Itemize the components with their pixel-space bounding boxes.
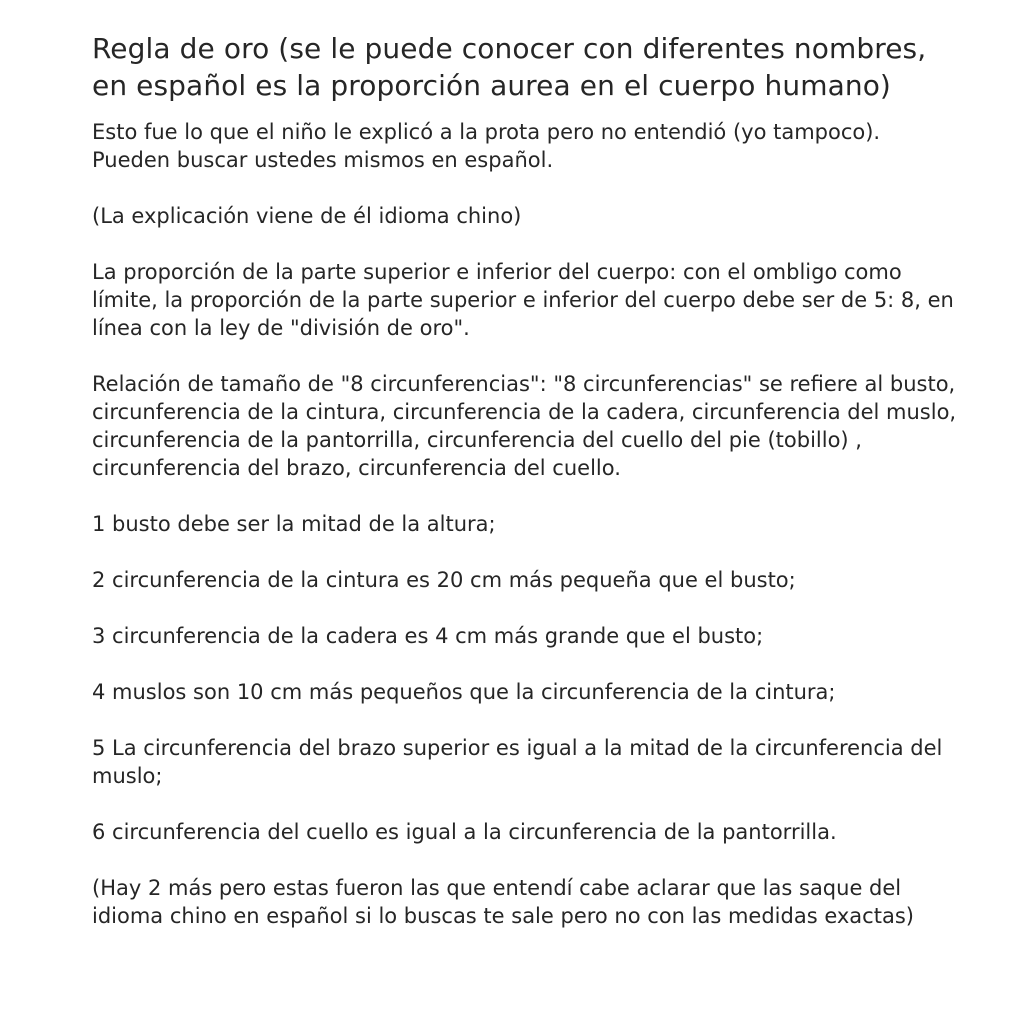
list-item-rule-5: 5 La circunferencia del brazo superior es igual a la mitad de la circunferencia del muslo;	[92, 736, 943, 788]
list-item-rule-2: 2 circunferencia de la cintura es 20 cm más pequeña que el busto;	[92, 568, 796, 592]
list-item-rule-1: 1 busto debe ser la mitad de la altura;	[92, 512, 496, 536]
document-title: Regla de oro (se le puede conocer con diferentes nombres, en español es la proporción aurea en el cuerpo humano)	[92, 32, 927, 102]
document-body	[92, 118, 964, 930]
paragraph-body-proportion: La proporción de la parte superior e inferior del cuerpo: con el ombligo como límite, la proporción de la parte superior e inferior del cuerpo debe ser de 5: 8, en línea con la ley de "división de oro".	[92, 260, 954, 340]
list-item-rule-6: 6 circunferencia del cuello es igual a la circunferencia de la pantorrilla.	[92, 820, 837, 844]
paragraph-source-note: (La explicación viene de él idioma chino)	[92, 204, 522, 228]
paragraph-closing-note: (Hay 2 más pero estas fueron las que entendí cabe aclarar que las saque del idioma chino en español si lo buscas te sale pero no con las medidas exactas)	[92, 876, 914, 928]
list-item-rule-3: 3 circunferencia de la cadera es 4 cm más grande que el busto;	[92, 624, 764, 648]
list-item-rule-4: 4 muslos son 10 cm más pequeños que la circunferencia de la cintura;	[92, 680, 836, 704]
paragraph-intro: Esto fue lo que el niño le explicó a la prota pero no entendió (yo tampoco). Pueden buscar ustedes mismos en español.	[92, 120, 881, 172]
paragraph-eight-circumferences: Relación de tamaño de "8 circunferencias": "8 circunferencias" se refiere al busto, circunferencia de la cintura, circunferencia de la cadera, circunferencia del muslo, circunferencia de la pantorrilla, circunferencia del cuello del pie (tobillo) , circunferencia del brazo, circunferencia del cuello.	[92, 372, 957, 480]
